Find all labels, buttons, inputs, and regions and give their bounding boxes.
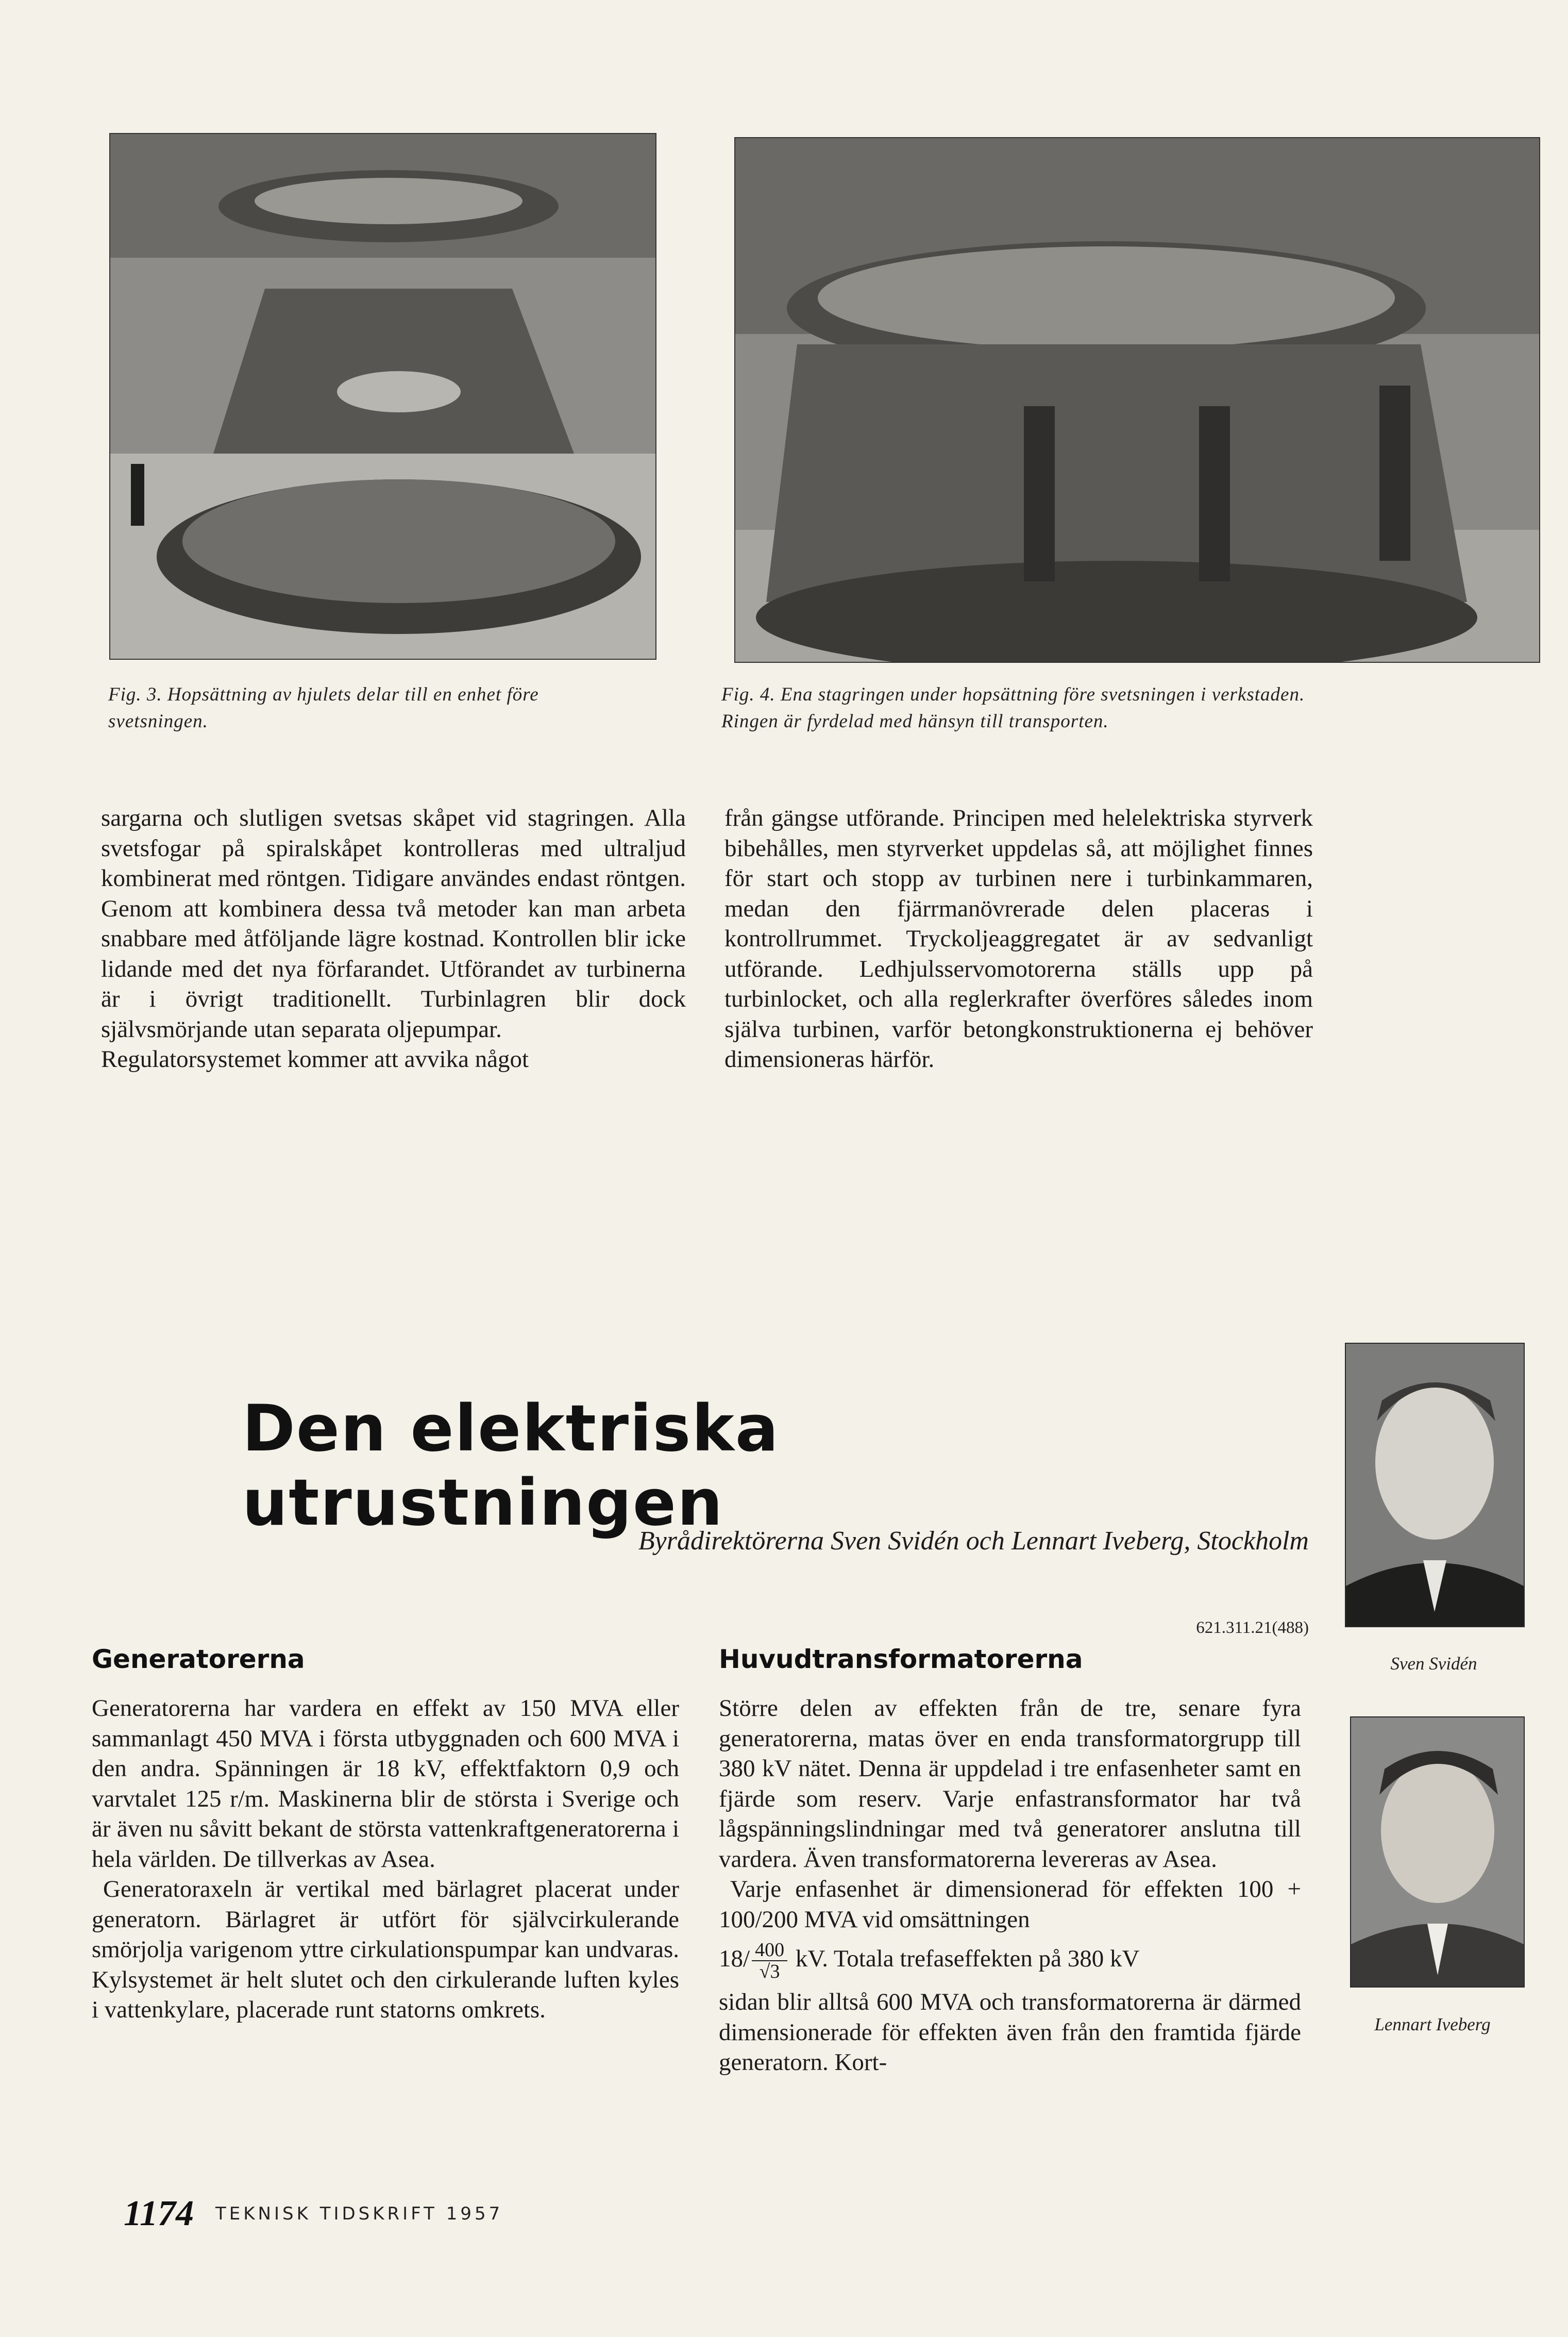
generatorerna-paragraph-1: Generatorerna har vardera en effekt av 150 MVA eller sammanlagt 450 MVA i första utbyggnaden och 600 MVA i den andra. Spänningen är 18 kV, effektfaktorn 0,9 och varvtalet 125 r/m. Maskinerna blir de största i Sverige och är även nu såvitt bekant de största vattenkraftgeneratorerna i hela världen. De tillverkas av Asea.: [92, 1695, 679, 1873]
portrait-sven-sviden: [1345, 1343, 1525, 1627]
article-byline: Byrådirektörerna Sven Svidén och Lennart Iveberg, Stockholm: [638, 1526, 1309, 1556]
transformatorer-paragraph-3: sidan blir alltså 600 MVA och transformatorerna är därmed dimensionerade för effekten även från den framtida fjärde generatorn. Kort-: [719, 1989, 1301, 2076]
ratio-denominator: √3: [759, 1961, 780, 1982]
ratio-numerator: 400: [752, 1940, 787, 1961]
transformatorer-ratio-line: [719, 1940, 1301, 1982]
upper-left-column: [101, 803, 686, 1075]
ratio-fraction: [752, 1940, 787, 1982]
article-title: Den elektriska utrustningen: [242, 1392, 780, 1540]
fig3-photo: [109, 133, 656, 660]
section-heading-huvudtransformatorerna: Huvudtransformatorerna: [719, 1644, 1083, 1674]
author-name-sven-sviden: Sven Svidén: [1390, 1654, 1477, 1674]
journal-name: TEKNISK TIDSKRIFT 1957: [215, 2204, 503, 2224]
author-name-lennart-iveberg: Lennart Iveberg: [1374, 2014, 1491, 2034]
portrait-lennart-iveberg: [1350, 1716, 1525, 1988]
generatorerna-paragraph-2: Generatoraxeln är vertikal med bärlagret placerat under generatorn. Bärlagret är utfört för självcirkulerande smörjolja varigenom yttre cirkulationspumpar kan undvaras. Kylsystemet är helt slutet och den cirkulerande luften kyles i vattenkylare, placerade runt statorns omkrets.: [92, 1876, 679, 2023]
generatorerna-column: [92, 1693, 679, 2025]
huvudtransformatorerna-column: [719, 1693, 1301, 2078]
ratio-suffix: kV. Totala trefaseffekten på 380 kV: [795, 1945, 1140, 1972]
ratio-prefix: 18/: [719, 1945, 750, 1972]
transformatorer-paragraph-1: Större delen av effekten från de tre, senare fyra generatorerna, matas över en enda transformatorgrupp till 380 kV nätet. Denna är uppdelad i tre enfasenheter samt en fjärde som reserv. Varje enfastransformator har två lågspänningslindningar med två generatorer anslutna till vardera. Även transformatorerna levereras av Asea.: [719, 1695, 1301, 1873]
transformatorer-paragraph-2: Varje enfasenhet är dimensionerad för effekten 100 + 100/200 MVA vid omsättningen: [719, 1876, 1301, 1933]
section-heading-generatorerna: Generatorerna: [92, 1644, 305, 1674]
upper-right-paragraph: från gängse utförande. Principen med helelektriska styrverk bibehålles, men styrverket uppdelas så, att möjlighet finnes för start och stopp av turbinen nere i turbinkammaren, medan den fjärrmanövrerade delen placeras i kontrollrummet. Tryckoljeaggregatet är av sedvanligt utförande. Ledhjulsservomotorerna ställs upp på turbinlocket, och alla reglerkrafter överföres således inom själva turbinen, varför betongkonstruktionerna ej behöver dimensioneras härför.: [724, 805, 1313, 1073]
udc-classification: 621.311.21(488): [1196, 1618, 1309, 1637]
fig4-caption-line2: Ringen är fyrdelad med hänsyn till transporten.: [721, 711, 1109, 732]
fig4-caption: [721, 681, 1556, 735]
upper-left-paragraph-2: Regulatorsystemet kommer att avvika något: [101, 1046, 529, 1073]
fig3-caption-line1: Fig. 3. Hopsättning av hjulets delar till en enhet före: [108, 684, 539, 705]
upper-right-column: [724, 803, 1313, 1075]
fig4-caption-line1: Fig. 4. Ena stagringen under hopsättning före svetsningen i verkstaden.: [721, 684, 1305, 705]
page-number: 1174: [124, 2194, 194, 2233]
fig3-caption: [108, 681, 665, 735]
upper-left-paragraph-1: sargarna och slutligen svetsas skåpet vid stagringen. Alla svetsfogar på spiralskåpet kontrolleras med ultraljud kombinerat med röntgen. Tidigare användes endast röntgen. Genom att kombinera dessa två metoder kan man arbeta snabbare med åtföljande lägre kostnad. Kontrollen blir icke lidande med det nya förfarandet. Utförandet av turbinerna är i övrigt traditionellt. Turbinlagren blir dock självsmörjande utan separata oljepumpar.: [101, 805, 686, 1043]
fig4-photo: [734, 137, 1540, 663]
fig3-caption-line2: svetsningen.: [108, 711, 208, 732]
